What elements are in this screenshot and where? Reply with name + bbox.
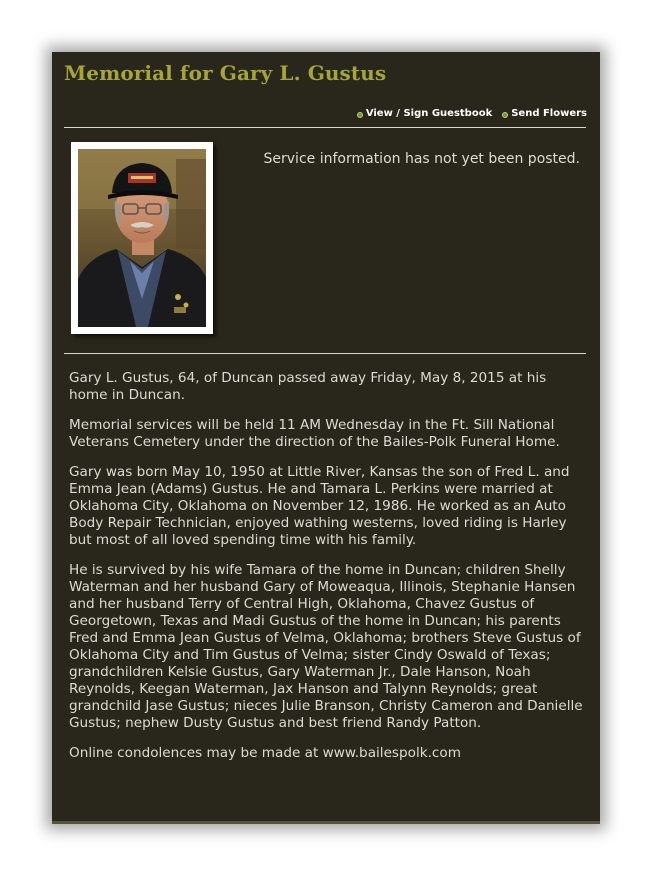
send-flowers-link-label: Send Flowers	[511, 108, 587, 119]
content-divider	[64, 353, 586, 354]
guestbook-link[interactable]	[357, 108, 492, 119]
obituary-paragraph: Online condolences may be made at www.bailespolk.com	[69, 745, 461, 761]
portrait-photo	[78, 149, 206, 327]
guestbook-link-label: View / Sign Guestbook	[365, 108, 493, 119]
header-divider	[64, 127, 586, 128]
portrait-frame	[71, 142, 213, 334]
page-title: Memorial for Gary L. Gustus	[64, 61, 387, 85]
bullet-icon	[502, 112, 508, 118]
memorial-card	[52, 52, 600, 824]
send-flowers-link[interactable]	[502, 108, 587, 119]
bullet-icon	[357, 112, 363, 118]
service-info: Service information has not yet been posted.	[263, 151, 580, 167]
obituary-text	[69, 370, 583, 775]
obituary-paragraph: He is survived by his wife Tamara of the home in Duncan; children Shelly Waterman and her husband Gary of Moweaqua, Illinois, Stephanie Hansen and her husband Terry of Central High, Oklahoma, Chavez Gustus of Georgetown, Texas and Madi Gustus of the home in Duncan; his parents Fred and Emma Jean Gustus of Velma, Oklahoma; brothers Steve Gustus of Oklahoma City and Tim Gustus of Velma; sister Cindy Oswald of Texas; grandchildren Kelsie Gustus, Gary Waterman Jr., Dale Hanson, Noah Reynolds, Keegan Waterman, Jax Hanson and Talynn Reynolds; great grandchild Jase Gustus; nieces Julie Branson, Christy Cameron and Danielle Gustus; nephew Dusty Gustus and best friend Randy Patton.	[69, 562, 583, 731]
obituary-paragraph: Gary was born May 10, 1950 at Little River, Kansas the son of Fred L. and Emma Jean (Adams) Gustus. He and Tamara L. Perkins were married at Oklahoma City, Oklahoma on November 12, 1986. He worked as an Auto Body Repair Technician, enjoyed wathing westerns, loved riding is Harley but most of all loved spending time with his family.	[69, 464, 570, 548]
obituary-paragraph: Gary L. Gustus, 64, of Duncan passed away Friday, May 8, 2015 at his home in Duncan.	[69, 370, 547, 403]
memorial-actions	[357, 108, 587, 119]
obituary-paragraph: Memorial services will be held 11 AM Wednesday in the Ft. Sill National Veterans Cemetery under the direction of the Bailes-Polk Funeral Home.	[69, 417, 560, 450]
